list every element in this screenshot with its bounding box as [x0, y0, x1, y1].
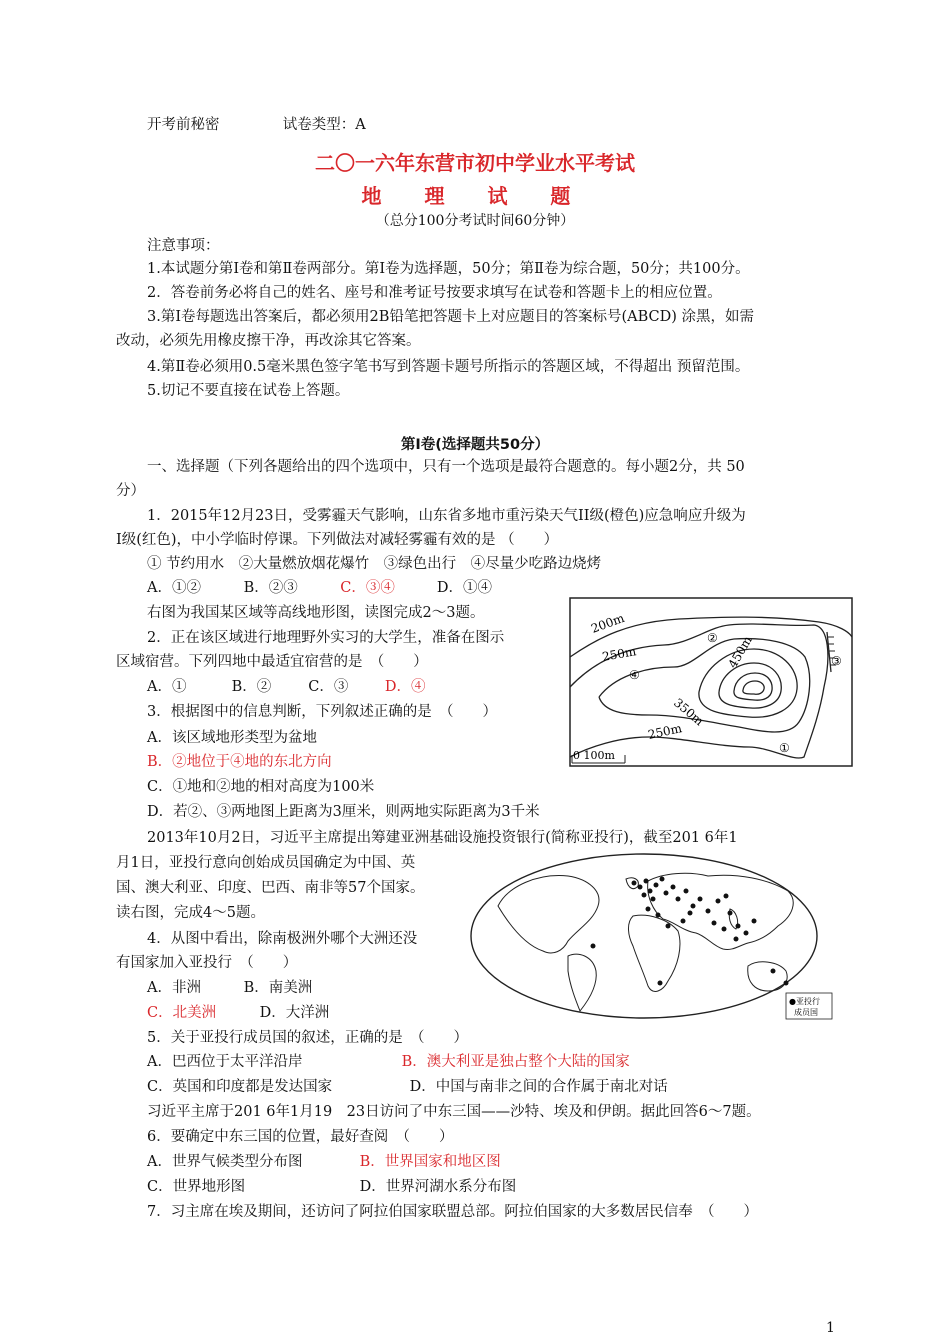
point-2: ②: [707, 631, 718, 645]
q4-option-a: A．非洲: [147, 980, 201, 996]
q2-stem: 2．正在该区域进行地理野外实习的大学生，准备在图示: [147, 630, 505, 646]
exam-info: （总分100分考试时间60分钟）: [375, 213, 575, 229]
q4-option-b: B．南美洲: [243, 980, 313, 996]
header-line: [147, 115, 366, 135]
q6-option-d: D．世界河湖水系分布图: [359, 1179, 517, 1195]
q1-option-c-answer: C．③④: [340, 580, 395, 596]
note-item: 4.第Ⅱ卷必须用0.5毫米黑色签字笔书写到答题卡题号所指示的答题区域，不得超出 预留范围。: [147, 359, 750, 375]
note-item: 改动，必须先用橡皮擦干净，再改涂其它答案。: [116, 333, 421, 349]
q1-stem-cont: I级(红色)，中小学临时停课。下列做法对减轻雾霾有效的是 （ ）: [116, 532, 559, 548]
q6-options-cd: [147, 1177, 516, 1197]
page-number: 1: [826, 1320, 835, 1336]
point-3: ③: [831, 654, 842, 668]
q5-option-d: D．中国与南非之间的合作属于南北对话: [409, 1079, 668, 1095]
q4-option-d: D．大洋洲: [259, 1005, 330, 1021]
section-intro: 一、选择题（下列各题给出的四个选项中，只有一个选项是最符合题意的。每小题2分，共 50: [147, 459, 745, 475]
aiib-intro-cont: 月1日，亚投行意向创始成员国确定为中国、英: [116, 855, 416, 871]
q5-option-b-answer: B．澳大利亚是独占整个大陆的国家: [401, 1054, 630, 1070]
q2-option-b: B．②: [231, 679, 272, 695]
q4-stem-cont: 有国家加入亚投行 （ ）: [116, 955, 298, 971]
contour-label-350: 350m: [671, 695, 707, 729]
q5-option-a: A．巴西位于太平洋沿岸: [147, 1054, 303, 1070]
q1-option-d: D．①④: [436, 580, 492, 596]
note-item: 3.第Ⅰ卷每题选出答案后，都必须用2B铅笔把答题卡上对应题目的答案标号(ABCD) 涂黑，如需: [147, 309, 754, 325]
contour-label-250: 250m: [601, 644, 638, 664]
q1-options: [147, 578, 492, 598]
q6-option-a: A．世界气候类型分布图: [147, 1154, 303, 1170]
q3-option-b-answer: B．②地位于④地的东北方向: [147, 754, 332, 770]
q2-options: [147, 677, 425, 697]
q3-option-c: C．①地和②地的相对高度为100米: [147, 779, 375, 795]
q5-options-cd: [147, 1077, 668, 1097]
note-item: 5.切记不要直接在试卷上答题。: [147, 383, 350, 399]
q6-option-b-answer: B．世界国家和地区图: [359, 1154, 501, 1170]
notes-heading: 注意事项：: [147, 238, 220, 254]
contour-label-450: 450m: [725, 633, 755, 671]
note-item: 1.本试题分第Ⅰ卷和第Ⅱ卷两部分。第Ⅰ卷为选择题，50分；第Ⅱ卷为综合题，50分；共100分。: [147, 261, 750, 277]
contour-map-figure: [569, 597, 853, 767]
q3-stem: 3．根据图中的信息判断，下列叙述正确的是 （ ）: [147, 704, 497, 720]
secret-label: 开考前秘密: [147, 117, 220, 133]
q5-stem: 5．关于亚投行成员国的叙述，正确的是 （ ）: [147, 1030, 468, 1046]
legend-label: ●亚投行: [789, 997, 820, 1006]
q2-stem-cont: 区域宿营。下列四地中最适宜宿营的是 （ ）: [116, 654, 428, 670]
q67-intro: 习近平主席于201 6年1月19 23日访问了中东三国——沙特、埃及和伊朗。据此回答6～7题。: [147, 1104, 761, 1120]
q5-option-c: C．英国和印度都是发达国家: [147, 1079, 333, 1095]
section-intro-cont: 分）: [116, 483, 145, 499]
q4-options-cd: [147, 1003, 329, 1023]
q2-option-a: A．①: [147, 679, 187, 695]
q4-option-c-answer: C．北美洲: [147, 1005, 217, 1021]
contour-label-250-south: 250m: [646, 721, 684, 742]
point-4: ④: [629, 668, 640, 682]
aiib-intro-cont: 国、澳大利亚、印度、巴西、南非等57个国家。: [116, 880, 425, 896]
q1-option-a: A．①②: [147, 580, 201, 596]
section-title: 第Ⅰ卷(选择题共50分）: [400, 437, 550, 453]
q2-option-d-answer: D．④: [384, 679, 426, 695]
scale-label: 0 100m: [573, 749, 615, 762]
q4-options-ab: [147, 978, 312, 998]
q1-stem: 1．2015年12月23日，受雾霾天气影响，山东省多地市重污染天气II级(橙色)应急响应升级为: [147, 508, 746, 524]
contour-label-200: 200m: [589, 610, 627, 636]
q2-option-c: C．③: [308, 679, 349, 695]
aiib-intro-cont: 读右图，完成4～5题。: [116, 905, 265, 921]
q5-options-ab: [147, 1052, 630, 1072]
q6-option-c: C．世界地形图: [147, 1179, 246, 1195]
q4-stem: 4．从图中看出，除南极洲外哪个大洲还没: [147, 931, 418, 947]
q1-option-b: B．②③: [243, 580, 298, 596]
legend-label-cont: 成员国: [794, 1008, 818, 1017]
q6-stem: 6．要确定中东三国的位置，最好查阅 （ ）: [147, 1129, 454, 1145]
q3-option-a: A．该区域地形类型为盆地: [147, 730, 317, 746]
note-item: 2．答卷前务必将自己的姓名、座号和准考证号按要求填写在试卷和答题卡上的相应位置。: [147, 285, 722, 301]
q7-stem: 7．习主席在埃及期间，还访问了阿拉伯国家联盟总部。阿拉伯国家的大多数居民信奉 （ ）: [147, 1204, 758, 1220]
q23-intro: 右图为我国某区域等高线地形图，读图完成2～3题。: [147, 605, 485, 621]
subject-title: 地 理 试 题: [361, 184, 589, 208]
exam-title: 二〇一六年东营市初中学业水平考试: [315, 151, 635, 175]
q1-items: ① 节约用水 ②大量燃放烟花爆竹 ③绿色出行 ④尽量少吃路边烧烤: [147, 556, 602, 572]
paper-type: 试卷类型：A: [282, 117, 366, 133]
aiib-intro: 2013年10月2日，习近平主席提出筹建亚洲基础设施投资银行(简称亚投行)，截至201 6年1: [147, 830, 738, 846]
q3-option-d: D．若②、③两地图上距离为3厘米，则两地实际距离为3千米: [147, 804, 540, 820]
q6-options-ab: [147, 1152, 501, 1172]
world-map-figure: [468, 851, 834, 1021]
point-1: ①: [779, 741, 790, 755]
